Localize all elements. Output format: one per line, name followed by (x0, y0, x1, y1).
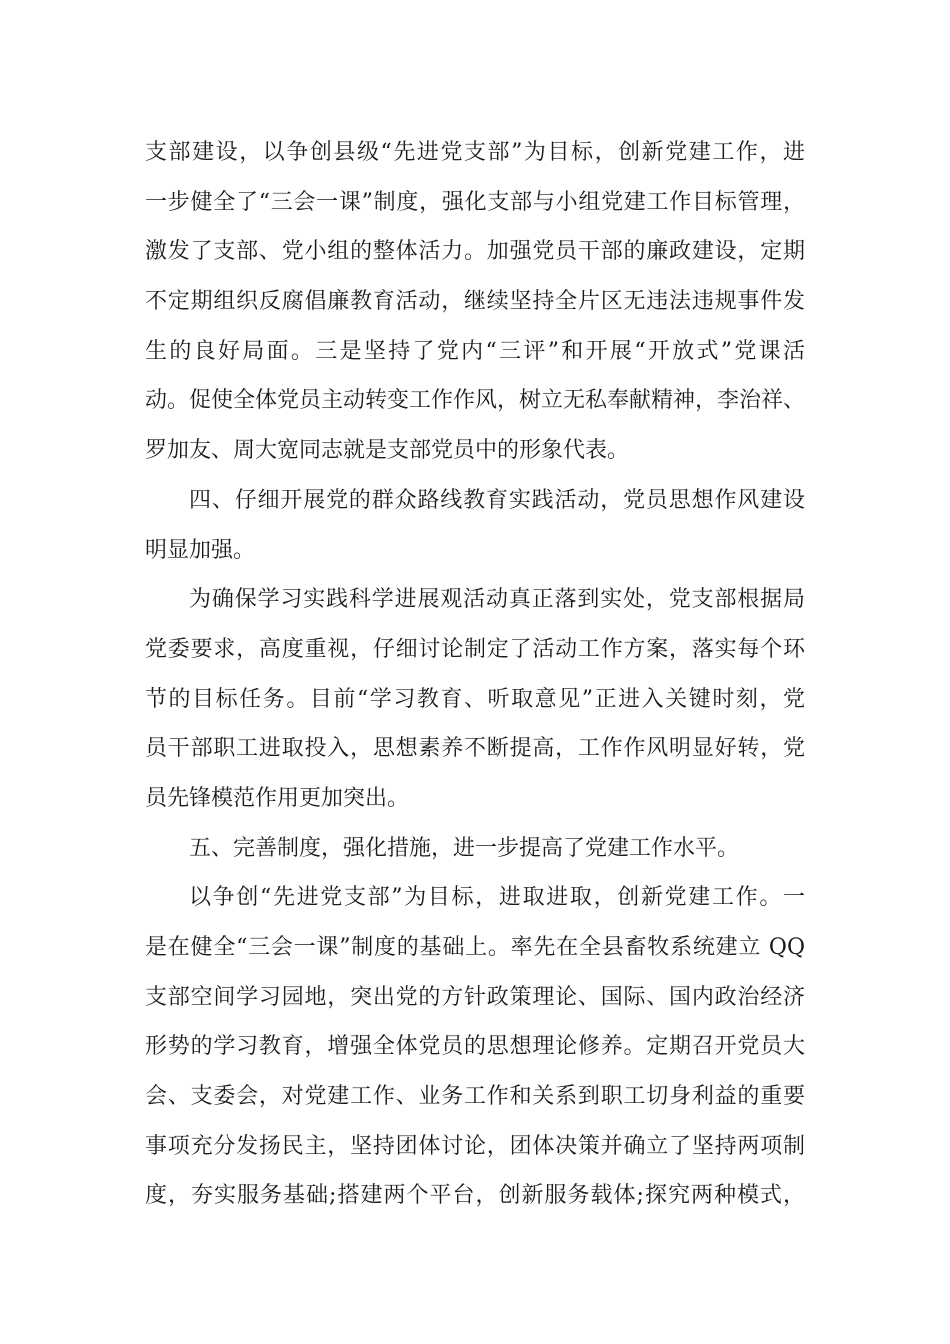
text-line: 事项充分发扬民主，坚持团体讨论，团体决策并确立了坚持两项制 (145, 1133, 805, 1159)
text-line: 员干部职工进取投入，思想素养不断提高，工作作风明显好转，党 (145, 736, 805, 762)
text-line: 会、支委会，对党建工作、业务工作和关系到职工切身利益的重要 (145, 1084, 805, 1110)
text-line: 动。促使全体党员主动转变工作作风，树立无私奉献精神，李治祥、 (145, 388, 806, 414)
text-line: 形势的学习教育，增强全体党员的思想理论修养。定期召开党员大 (145, 1034, 805, 1060)
text-line: 不定期组织反腐倡廉教育活动，继续坚持全片区无违法违规事件发 (145, 289, 805, 315)
text-line: 激发了支部、党小组的整体活力。加强党员干部的廉政建设，定期 (145, 239, 805, 265)
text-line: 以争创“先进党支部”为目标，进取进取，创新党建工作。一 (189, 885, 805, 911)
text-line: 员先锋模范作用更加突出。 (145, 785, 410, 811)
section-heading-4-cont: 明显加强。 (145, 537, 256, 563)
text-line: 为确保学习实践科学进展观活动真正落到实处，党支部根据局 (189, 587, 805, 613)
document-body (145, 128, 805, 1221)
text-line: 度，夯实服务基础;搭建两个平台，创新服务载体;探究两种模式， (145, 1183, 805, 1209)
section-heading-5: 五、完善制度，强化措施，进一步提高了党建工作水平。 (189, 835, 740, 861)
text-line: 生的良好局面。三是坚持了党内“三评”和开展“开放式”党课活 (145, 338, 805, 364)
text-line: 节的目标任务。目前“学习教育、听取意见”正进入关键时刻，党 (145, 686, 805, 712)
section-heading-4: 四、仔细开展党的群众路线教育实践活动，党员思想作风建设 (189, 487, 805, 513)
text-line: 支部空间学习园地，突出党的方针政策理论、国际、国内政治经济 (145, 984, 805, 1010)
text-line: 党委要求，高度重视，仔细讨论制定了活动工作方案，落实每个环 (145, 636, 805, 662)
text-line: 支部建设，以争创县级“先进党支部”为目标，创新党建工作，进 (145, 140, 805, 165)
text-line: 一步健全了“三会一课”制度，强化支部与小组党建工作目标管理， (145, 189, 805, 215)
text-line: 罗加友、周大宽同志就是支部党员中的形象代表。 (145, 438, 630, 464)
text-line: 是在健全“三会一课”制度的基础上。率先在全县畜牧系统建立 QQ (145, 935, 805, 960)
